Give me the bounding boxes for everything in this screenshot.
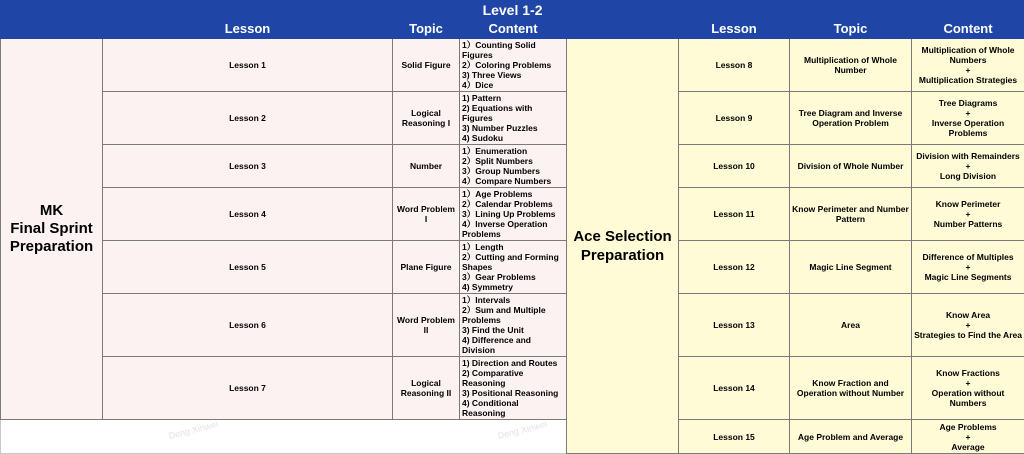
left-content-line: 3) Positional Reasoning [462, 388, 564, 398]
left-content-cell [460, 92, 567, 145]
table-row [1, 92, 1024, 145]
header-lesson-left: Lesson [103, 20, 393, 39]
table-row [1, 241, 1024, 294]
left-content-line: 1) Pattern [462, 93, 564, 103]
right-content-cell [912, 92, 1024, 145]
left-content-line: 2）Coloring Problems [462, 60, 564, 70]
left-content-line: 3) Number Puzzles [462, 123, 564, 133]
right-lesson-cell: Lesson 12 [679, 241, 790, 294]
right-content-line: Difference of Multiples [914, 252, 1022, 262]
right-content-cell [912, 188, 1024, 241]
section-label-right-line: Preparation [569, 246, 676, 265]
right-lesson-cell: Lesson 8 [679, 39, 790, 92]
left-topic-cell: Word Problem I [393, 188, 460, 241]
right-topic-cell: Area [790, 294, 912, 357]
left-content-line: 2）Split Numbers [462, 156, 564, 166]
header-topic-left: Topic [393, 20, 460, 39]
left-content-line: 2）Sum and Multiple Problems [462, 305, 564, 325]
right-content-cell [912, 357, 1024, 420]
left-content-line: 2) Comparative Reasoning [462, 368, 564, 388]
table-row [1, 39, 1024, 92]
left-lesson-cell: Lesson 4 [103, 188, 393, 241]
right-content-line: + [914, 262, 1022, 272]
table-row [1, 188, 1024, 241]
right-content-line: + [914, 320, 1022, 330]
right-content-line: Know Area [914, 310, 1022, 320]
left-content-cell [460, 39, 567, 92]
left-content-line: 4) Symmetry [462, 282, 564, 292]
left-topic-cell: Logical Reasoning II [393, 357, 460, 420]
left-content-line: 3）Gear Problems [462, 272, 564, 282]
left-topic-cell: Solid Figure [393, 39, 460, 92]
right-content-line: Magic Line Segments [914, 272, 1022, 282]
right-content-cell [912, 145, 1024, 188]
left-content-line: 4) Sudoku [462, 133, 564, 143]
left-lesson-cell: Lesson 1 [103, 39, 393, 92]
right-content-line: Division with Remainders [914, 151, 1022, 161]
level-title: Level 1-2 [1, 1, 1024, 20]
section-label-left-line: Final Sprint [3, 220, 100, 238]
left-content-cell [460, 294, 567, 357]
right-topic-cell: Tree Diagram and Inverse Operation Problem [790, 92, 912, 145]
right-content-cell [912, 420, 1024, 454]
right-content-line: + [914, 209, 1022, 219]
right-content-line: + [914, 432, 1022, 442]
left-content-line: 1）Counting Solid Figures [462, 40, 564, 60]
watermark-left: Deng Xinwei [168, 419, 219, 441]
right-content-cell [912, 39, 1024, 92]
right-content-line: + [914, 108, 1022, 118]
right-content-cell [912, 294, 1024, 357]
right-content-line: + [914, 378, 1022, 388]
left-content-line: 4) Difference and Division [462, 335, 564, 355]
table-row [1, 357, 1024, 420]
left-topic-cell: Number [393, 145, 460, 188]
left-lesson-cell: Lesson 6 [103, 294, 393, 357]
section-label-left [1, 39, 103, 420]
right-topic-cell: Division of Whole Number [790, 145, 912, 188]
left-content-line: 3）Lining Up Problems [462, 209, 564, 219]
header-lesson-right: Lesson [679, 20, 790, 39]
left-content-line: 4）Inverse Operation Problems [462, 219, 564, 239]
right-content-line: + [914, 65, 1022, 75]
left-content-line: 1）Intervals [462, 295, 564, 305]
section-label-right-line: Ace Selection [569, 227, 676, 246]
left-content-line: 4) Conditional Reasoning [462, 398, 564, 418]
right-topic-cell: Age Problem and Average [790, 420, 912, 454]
right-topic-cell: Know Perimeter and Number Pattern [790, 188, 912, 241]
left-topic-cell: Logical Reasoning I [393, 92, 460, 145]
left-content-line: 4）Dice [462, 80, 564, 90]
left-content-line: 3) Find the Unit [462, 325, 564, 335]
right-topic-cell: Know Fraction and Operation without Number [790, 357, 912, 420]
header-content-left: Content [460, 20, 567, 39]
left-lesson-cell: Lesson 3 [103, 145, 393, 188]
right-topic-cell: Multiplication of Whole Number [790, 39, 912, 92]
left-lesson-cell: Lesson 2 [103, 92, 393, 145]
table-row [1, 145, 1024, 188]
header-topic-right: Topic [790, 20, 912, 39]
left-content-line: 1）Length [462, 242, 564, 252]
right-content-line: Long Division [914, 171, 1022, 181]
right-content-line: Know Fractions [914, 368, 1022, 378]
left-content-cell [460, 357, 567, 420]
left-topic-cell: Plane Figure [393, 241, 460, 294]
header-blank-right [567, 20, 679, 39]
left-content-cell [460, 188, 567, 241]
left-lesson-cell: Lesson 5 [103, 241, 393, 294]
left-content-line: 4）Compare Numbers [462, 176, 564, 186]
left-content-line: 3) Three Views [462, 70, 564, 80]
left-content-cell [460, 145, 567, 188]
right-lesson-cell: Lesson 14 [679, 357, 790, 420]
watermark-right: Deng Xinwei [497, 419, 548, 441]
right-lesson-cell: Lesson 10 [679, 145, 790, 188]
left-content-line: 1) Direction and Routes [462, 358, 564, 368]
right-content-line: Know Perimeter [914, 199, 1022, 209]
right-content-line: Operation without Numbers [914, 388, 1022, 408]
right-content-line: Strategies to Find the Area [914, 330, 1022, 340]
right-content-line: Number Patterns [914, 219, 1022, 229]
right-lesson-cell: Lesson 15 [679, 420, 790, 454]
right-content-cell [912, 241, 1024, 294]
right-content-line: Average [914, 442, 1022, 452]
right-content-line: Age Problems [914, 422, 1022, 432]
header-blank-left [1, 20, 103, 39]
blank-left-area [1, 420, 567, 454]
left-content-cell [460, 241, 567, 294]
right-content-line: + [914, 161, 1022, 171]
header-content-right: Content [912, 20, 1024, 39]
left-lesson-cell: Lesson 7 [103, 357, 393, 420]
table-row [1, 294, 1024, 357]
left-content-line: 2）Calendar Problems [462, 199, 564, 209]
right-lesson-cell: Lesson 9 [679, 92, 790, 145]
right-content-line: Tree Diagrams [914, 98, 1022, 108]
right-content-line: Multiplication of Whole Numbers [914, 45, 1022, 65]
section-label-left-line: MK [3, 202, 100, 220]
left-topic-cell: Word Problem II [393, 294, 460, 357]
right-content-line: Multiplication Strategies [914, 75, 1022, 85]
right-lesson-cell: Lesson 13 [679, 294, 790, 357]
left-content-line: 1）Enumeration [462, 146, 564, 156]
section-label-left-line: Preparation [3, 238, 100, 256]
left-content-line: 1）Age Problems [462, 189, 564, 199]
right-topic-cell: Magic Line Segment [790, 241, 912, 294]
section-label-right [567, 39, 679, 454]
left-content-line: 2) Equations with Figures [462, 103, 564, 123]
left-content-line: 2）Cutting and Forming Shapes [462, 252, 564, 272]
right-lesson-cell: Lesson 11 [679, 188, 790, 241]
right-content-line: Inverse Operation Problems [914, 118, 1022, 138]
left-content-line: 3）Group Numbers [462, 166, 564, 176]
